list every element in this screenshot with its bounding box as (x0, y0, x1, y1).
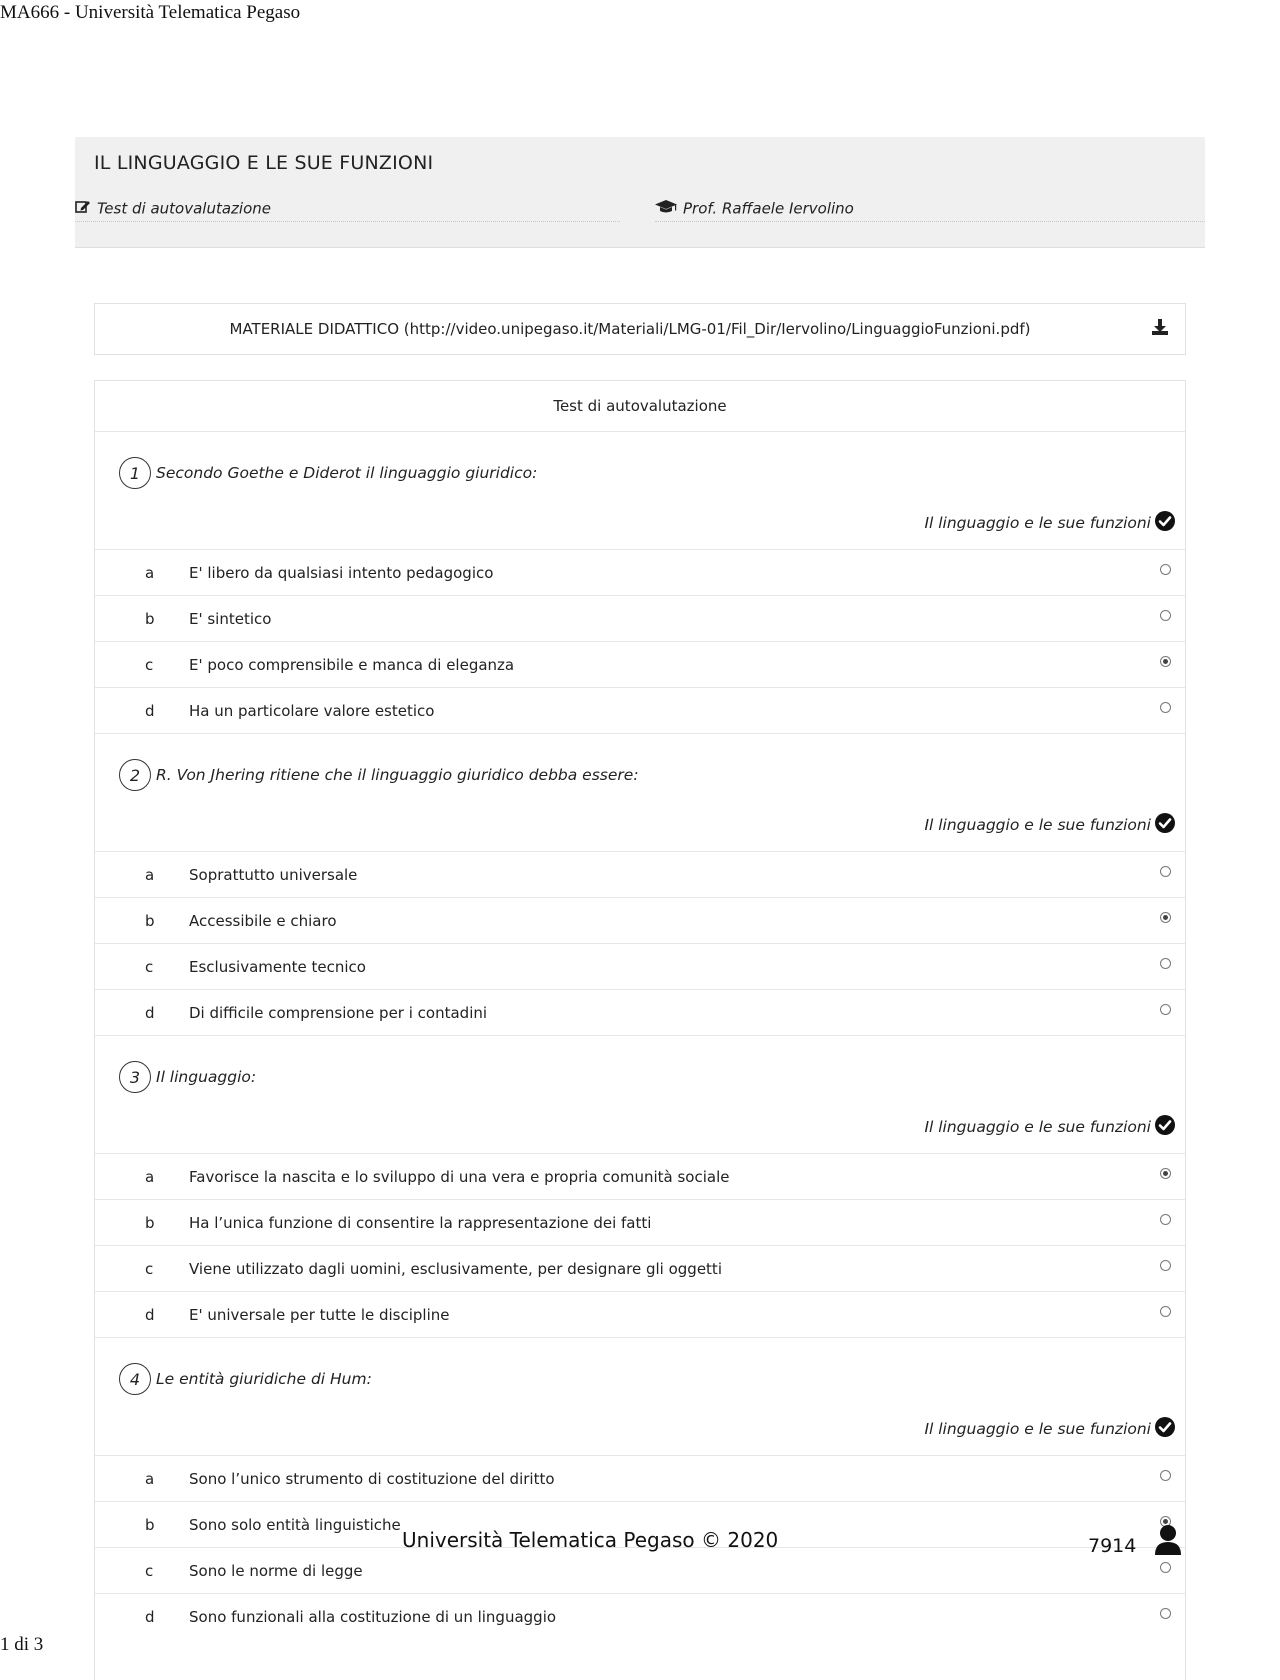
question-line (119, 456, 537, 490)
answer-text: Accessibile e chiaro (189, 912, 337, 930)
answer-text: E' libero da qualsiasi intento pedagogico (189, 564, 494, 582)
answer-radio[interactable] (1160, 610, 1171, 621)
answer-option[interactable] (95, 943, 1185, 989)
answer-text: Di difficile comprensione per i contadini (189, 1004, 488, 1022)
answer-option[interactable] (95, 851, 1185, 897)
topic-label: Il linguaggio e le sue funzioni (924, 514, 1151, 532)
material-link[interactable]: MATERIALE DIDATTICO (http://video.unipegaso.it/Materiali/LMG-01/Fil_Dir/Iervolino/LinguaggioFunzioni.pdf) (229, 320, 1031, 338)
answer-letter: b (145, 1214, 155, 1232)
page-header (75, 137, 1205, 248)
answer-text: Favorisce la nascita e lo sviluppo di una vera e propria comunità sociale (189, 1168, 730, 1186)
quiz-panel (94, 380, 1186, 1680)
answer-text: Soprattutto universale (189, 866, 358, 884)
answer-option[interactable] (95, 549, 1185, 595)
question-text: Le entità giuridiche di Hum: (156, 1370, 372, 1388)
question-1 (95, 432, 1185, 549)
question-topic (924, 1115, 1175, 1139)
answer-letter: d (145, 1004, 155, 1022)
answer-letter: a (145, 866, 155, 884)
answer-text: Sono l’unico strumento di costituzione del diritto (189, 1470, 555, 1488)
question-number: 4 (119, 1363, 151, 1395)
answer-letter: c (145, 1260, 154, 1278)
answer-radio[interactable] (1160, 1608, 1171, 1619)
question-number: 1 (119, 457, 151, 489)
answer-letter: c (145, 958, 154, 976)
answer-option[interactable] (95, 897, 1185, 943)
question-text: R. Von Jhering ritiene che il linguaggio giuridico debba essere: (156, 766, 639, 784)
topic-label: Il linguaggio e le sue funzioni (924, 1118, 1151, 1136)
answer-letter: d (145, 1608, 155, 1626)
check-circle-icon (1155, 511, 1175, 535)
download-icon[interactable] (1151, 318, 1169, 340)
answer-letter: a (145, 1470, 155, 1488)
answer-radio[interactable] (1160, 866, 1171, 877)
answer-radio[interactable] (1160, 656, 1171, 667)
answer-option[interactable] (95, 595, 1185, 641)
answer-radio[interactable] (1160, 1168, 1171, 1179)
question-number: 2 (119, 759, 151, 791)
answer-option[interactable] (95, 1153, 1185, 1199)
check-circle-icon (1155, 813, 1175, 837)
question-line (119, 758, 639, 792)
answer-text: Sono le norme di legge (189, 1562, 363, 1580)
topic-label: Il linguaggio e le sue funzioni (924, 816, 1151, 834)
copyright: Università Telematica Pegaso © 2020 (402, 1528, 779, 1552)
question-line (119, 1060, 256, 1094)
graduation-cap-icon (655, 200, 677, 218)
professor-link[interactable] (655, 199, 1205, 222)
question-topic (924, 1417, 1175, 1441)
answer-option[interactable] (95, 641, 1185, 687)
question-text: Il linguaggio: (156, 1068, 257, 1086)
answer-text: Sono solo entità linguistiche (189, 1516, 401, 1534)
answer-text: Ha un particolare valore estetico (189, 702, 435, 720)
answer-radio[interactable] (1160, 1004, 1171, 1015)
print-header: MA666 - Università Telematica Pegaso (0, 2, 301, 23)
answer-text: Viene utilizzato dagli uomini, esclusivamente, per designare gli oggetti (189, 1260, 722, 1278)
question-number: 3 (119, 1061, 151, 1093)
edit-icon (75, 199, 91, 218)
section-label: Test di autovalutazione (97, 199, 271, 218)
answer-letter: d (145, 702, 155, 720)
material-panel (94, 303, 1186, 355)
quiz-header: Test di autovalutazione (95, 381, 1185, 432)
question-list (95, 432, 1185, 1639)
answer-text: E' poco comprensibile e manca di eleganza (189, 656, 515, 674)
check-circle-icon (1155, 1417, 1175, 1441)
answer-text: Sono funzionali alla costituzione di un linguaggio (189, 1608, 557, 1626)
answer-option[interactable] (95, 1291, 1185, 1337)
user-code: 7914 (1088, 1535, 1137, 1557)
answer-option[interactable] (95, 1199, 1185, 1245)
answer-letter: d (145, 1306, 155, 1324)
answer-option[interactable] (95, 1593, 1185, 1639)
question-topic (924, 813, 1175, 837)
question-line (119, 1362, 372, 1396)
answer-radio[interactable] (1160, 1260, 1171, 1271)
user-icon[interactable] (1154, 1524, 1182, 1560)
answer-radio[interactable] (1160, 958, 1171, 969)
answer-text: E' universale per tutte le discipline (189, 1306, 450, 1324)
answer-text: Esclusivamente tecnico (189, 958, 366, 976)
question-2 (95, 733, 1185, 851)
question-text: Secondo Goethe e Diderot il linguaggio giuridico: (156, 464, 538, 482)
answer-radio[interactable] (1160, 1214, 1171, 1225)
answer-letter: b (145, 912, 155, 930)
answer-option[interactable] (95, 1455, 1185, 1501)
answer-radio[interactable] (1160, 912, 1171, 923)
check-circle-icon (1155, 1115, 1175, 1139)
answer-radio[interactable] (1160, 702, 1171, 713)
answer-option[interactable] (95, 1245, 1185, 1291)
answer-letter: a (145, 1168, 155, 1186)
print-footer: 1 di 3 (0, 1634, 44, 1655)
answer-radio[interactable] (1160, 564, 1171, 575)
answer-letter: c (145, 1562, 154, 1580)
professor-name: Prof. Raffaele Iervolino (683, 199, 854, 218)
question-4 (95, 1337, 1185, 1455)
page-title: IL LINGUAGGIO E LE SUE FUNZIONI (94, 152, 434, 174)
answer-letter: b (145, 1516, 155, 1534)
answer-text: Ha l’unica funzione di consentire la rappresentazione dei fatti (189, 1214, 652, 1232)
answer-text: E' sintetico (189, 610, 272, 628)
answer-option[interactable] (95, 1547, 1185, 1593)
answer-option[interactable] (95, 687, 1185, 733)
question-3 (95, 1035, 1185, 1153)
answer-letter: a (145, 564, 155, 582)
answer-radio[interactable] (1160, 1306, 1171, 1317)
section-link[interactable] (75, 199, 620, 222)
question-topic (924, 511, 1175, 535)
topic-label: Il linguaggio e le sue funzioni (924, 1420, 1151, 1438)
answer-radio[interactable] (1160, 1470, 1171, 1481)
answer-option[interactable] (95, 989, 1185, 1035)
answer-letter: c (145, 656, 154, 674)
answer-letter: b (145, 610, 155, 628)
answer-radio[interactable] (1160, 1562, 1171, 1573)
